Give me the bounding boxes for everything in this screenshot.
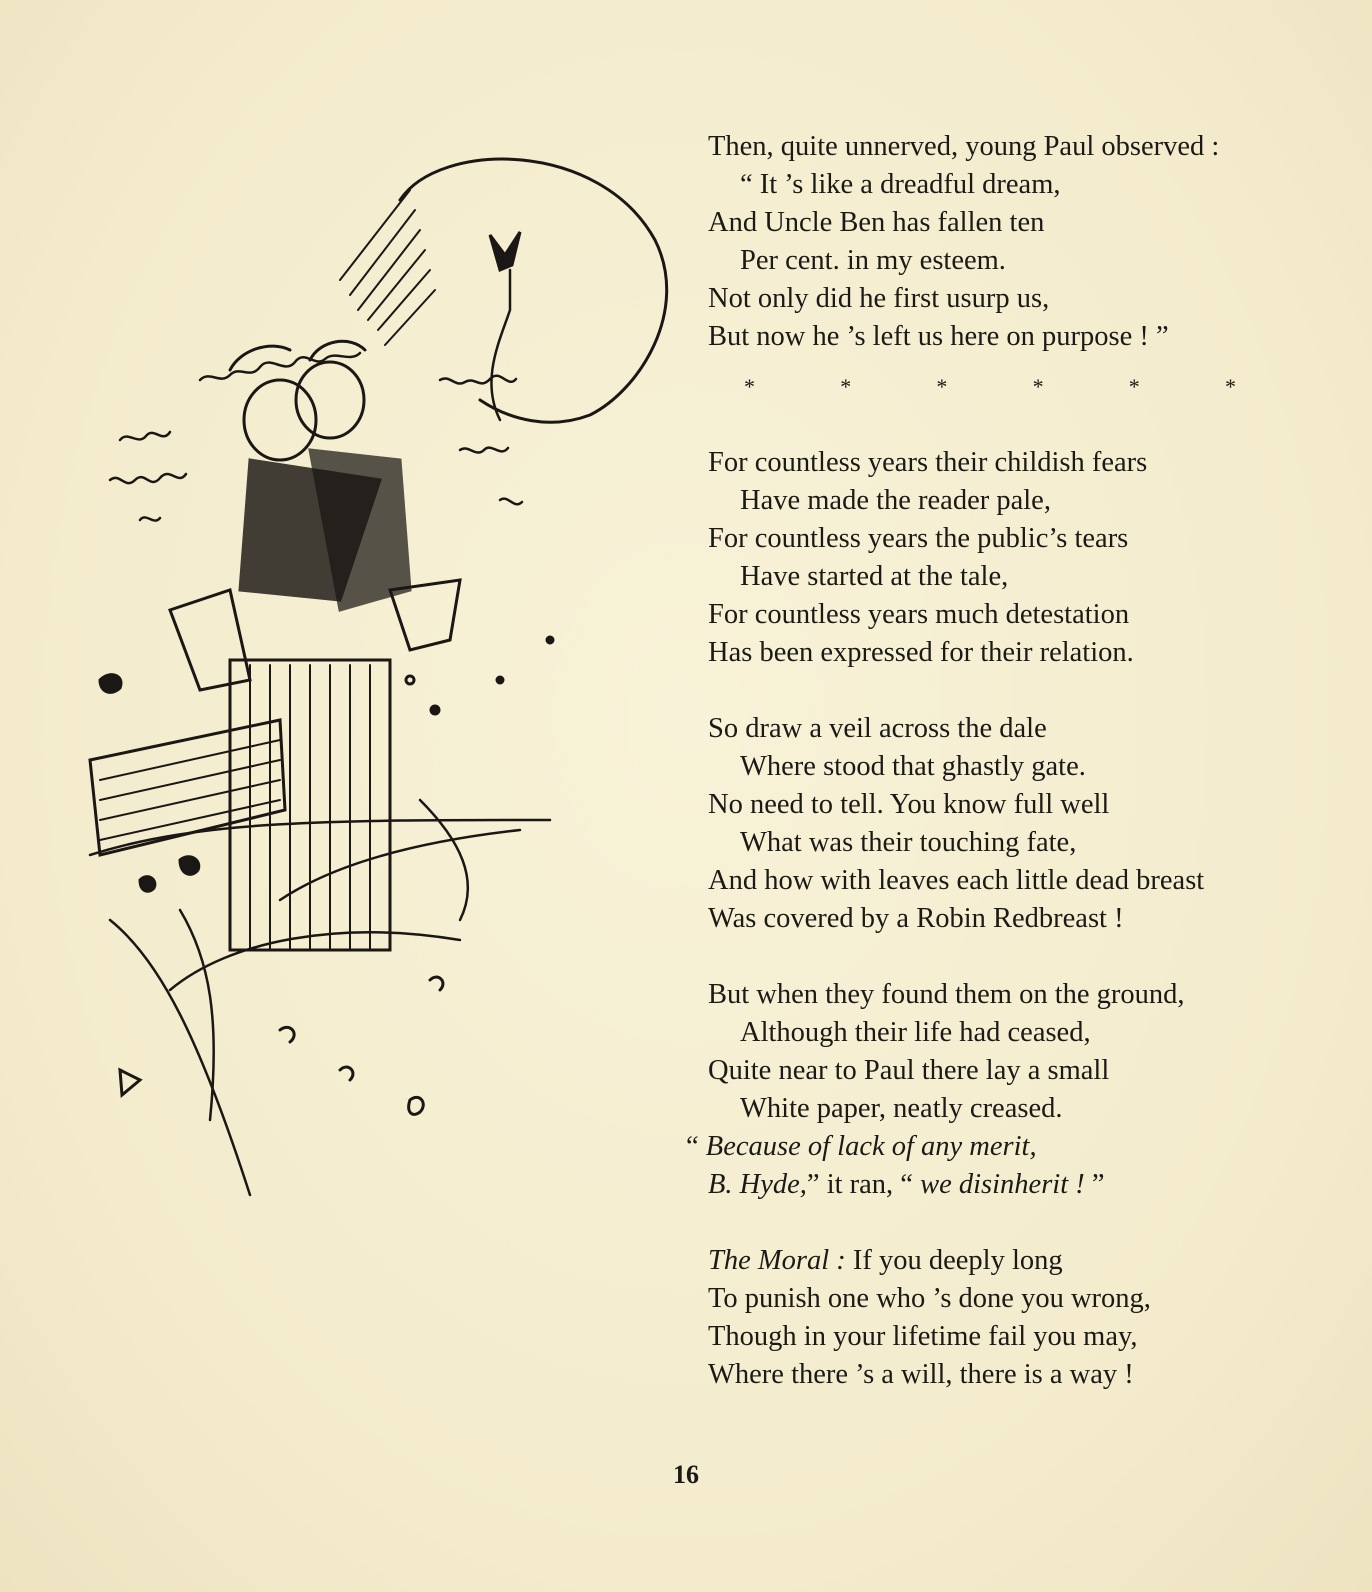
stanza-moral: [708, 1242, 1348, 1394]
poem-line: What was their touching fate,: [740, 827, 1077, 858]
page-number: 16: [673, 1460, 699, 1489]
poem-line: But when they found them on the ground,: [708, 979, 1185, 1010]
stanza-4: [686, 976, 1348, 1204]
moral-label: The Moral :: [708, 1245, 846, 1276]
poem-line: No need to tell. You know full well: [708, 789, 1110, 820]
asterisk: *: [1128, 374, 1140, 399]
poem-line: Per cent. in my esteem.: [740, 245, 1006, 276]
asterisk: *: [1032, 374, 1044, 399]
poem-line: So draw a veil across the dale: [708, 713, 1047, 744]
asterisk: *: [840, 374, 852, 399]
poem-line: And Uncle Ben has fallen ten: [708, 207, 1045, 238]
moral-line: The Moral : If you deeply long: [708, 1245, 1063, 1276]
poem-line: Was covered by a Robin Redbreast !: [708, 903, 1124, 934]
poem-line: Not only did he first usurp us,: [708, 283, 1050, 314]
poem-line: For countless years much detestation: [708, 599, 1130, 630]
poem-line: For countless years their childish fears: [708, 447, 1148, 478]
stanza-1: [708, 128, 1348, 356]
poem-line: White paper, neatly creased.: [740, 1093, 1063, 1124]
asterisk: *: [744, 374, 755, 399]
poem-line: Where stood that ghastly gate.: [740, 751, 1086, 782]
poem-line: Then, quite unnerved, young Paul observed :: [708, 131, 1220, 162]
poem-line: Although their life had ceased,: [740, 1017, 1091, 1048]
asterisk: *: [936, 374, 948, 399]
poem-text: [686, 128, 1348, 1394]
asterisk: *: [1224, 374, 1236, 399]
poem-line: Though in your lifetime fail you may,: [708, 1321, 1138, 1352]
poem-line: Quite near to Paul there lay a small: [708, 1055, 1110, 1086]
poem-line: For countless years the public’s tears: [708, 523, 1129, 554]
poem-line: Has been expressed for their relation.: [708, 637, 1134, 668]
poem-line: Have made the reader pale,: [740, 485, 1051, 516]
poem-line: But now he ’s left us here on purpose ! ”: [708, 321, 1169, 352]
poem-line-italic: “ Because of lack of any merit,: [686, 1131, 1037, 1162]
poem-line: And how with leaves each little dead breast: [708, 865, 1205, 896]
poem-line-mixed: B. Hyde,” it ran, “ we disinherit ! ”: [708, 1169, 1105, 1200]
poem-line: Where there ’s a will, there is a way !: [708, 1359, 1134, 1390]
stanza-2: [708, 444, 1348, 672]
section-break-asterisks: [744, 368, 1236, 406]
stanza-3: [708, 710, 1348, 938]
poem-line: Have started at the tale,: [740, 561, 1009, 592]
illustration-children-on-gate: [80, 120, 680, 1230]
poem-line: “ It ’s like a dreadful dream,: [740, 169, 1061, 200]
moon-circle: [400, 159, 667, 422]
poem-line: To punish one who ’s done you wrong,: [708, 1283, 1151, 1314]
